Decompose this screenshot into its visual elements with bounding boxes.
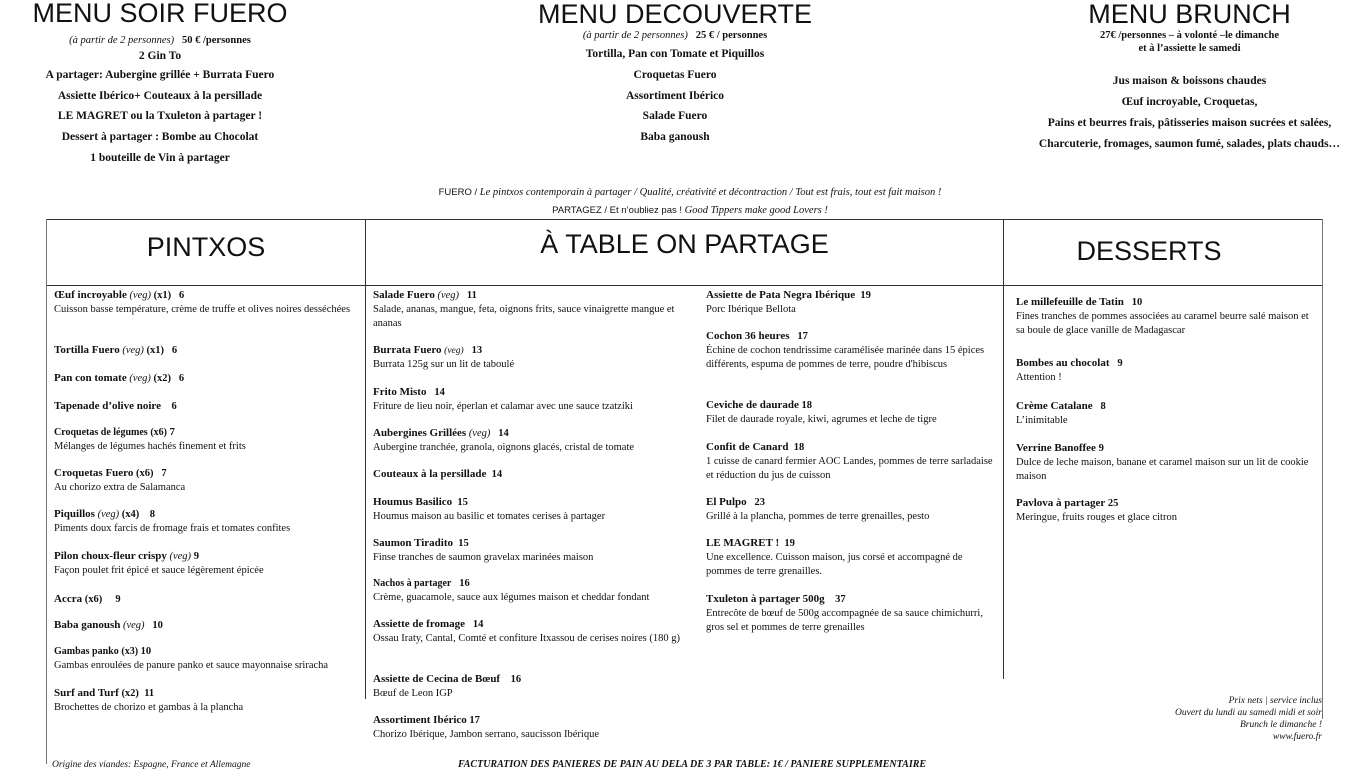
info-note-hours: Ouvert du lundi au samedi midi et soir — [1175, 708, 1322, 718]
column-divider-1 — [365, 219, 366, 699]
menu-brunch-line: Jus maison & boissons chaudes — [1112, 75, 1267, 87]
menu-item: LE MAGRET ! 19 Une excellence. Cuisson maison, jus corsé et accompagné de pommes de terre grenailles. — [706, 537, 963, 577]
table-top-border — [46, 219, 1323, 220]
menu-item: Croquetas de légumes (x6) 7 Mélanges de légumes hachés finement et frits — [54, 427, 246, 452]
website-link[interactable]: www.fuero.fr — [1272, 732, 1322, 742]
menu-brunch-line: Charcuterie, fromages, saumon fumé, salades, plats chauds… — [1038, 138, 1341, 150]
menu-item: Piquillos (veg) (x4) 8 Piments doux farcis de fromage frais et tomates confites — [54, 508, 291, 534]
tagline-brand: FUERO / — [438, 187, 478, 198]
menu-item: Aubergines Grillées (veg) 14 Aubergine tranchée, granola, oignons glacés, cristal de tomate — [373, 427, 635, 453]
menu-soir-line: 2 Gin To — [138, 50, 182, 62]
menu-item: Bombes au chocolat 9 Attention ! — [1016, 357, 1123, 383]
menu-item: Assiette de Pata Negra Ibérique 19 Porc Ibérique Bellota — [706, 289, 871, 315]
menu-decouverte-price: 25 € / personnes — [695, 30, 768, 41]
menu-item: Confit de Canard 18 1 cuisse de canard fermier AOC Landes, pommes de terre sarladaise et réduction du jus de cuisson — [706, 441, 993, 481]
menu-soir-line: LE MAGRET ou la Txuleton à partager ! — [57, 110, 263, 122]
menu-soir-title: MENU SOIR FUERO — [32, 0, 288, 28]
menu-decouverte-line: Tortilla, Pan con Tomate et Piquillos — [585, 48, 765, 60]
menu-brunch-line: Œuf incroyable, Croquetas, — [1121, 96, 1258, 108]
menu-item: Tortilla Fuero (veg) (x1) 6 — [54, 344, 178, 356]
meat-origin-note: Origine des viandes: Espagne, France et Allemagne — [52, 760, 251, 770]
menu-item: Couteaux à la persillade 14 — [373, 468, 503, 480]
menu-soir-subtitle-note: (à partir de 2 personnes) — [69, 35, 175, 46]
menu-item: Croquetas Fuero (x6) 7 Au chorizo extra de Salamanca — [54, 467, 186, 493]
menu-item: Œuf incroyable (veg) (x1) 6 Cuisson basse température, crème de truffe et olives noires desséchées — [54, 289, 351, 315]
info-notes — [1175, 695, 1322, 743]
menu-item: El Pulpo 23 Grillé à la plancha, pommes de terre grenailles, pesto — [706, 496, 930, 522]
menu-item: Ceviche de daurade 18 Filet de daurade royale, kiwi, agrumes et leche de tigre — [706, 399, 937, 425]
menu-item: Tapenade d’olive noire 6 — [54, 400, 177, 412]
tagline-line1 — [380, 187, 1000, 198]
menu-decouverte-line: Assortiment Ibérico — [625, 90, 725, 102]
menu-brunch-title: MENU BRUNCH — [1088, 0, 1291, 29]
menu-item: Assiette de fromage 14 Ossau Iraty, Cantal, Comté et confiture Itxassou de cerises noires (180 g) — [373, 618, 680, 644]
info-note-prices: Prix nets | service inclus — [1228, 696, 1322, 706]
bread-basket-note: FACTURATION DES PANIERES DE PAIN AU DELA DE 3 PAR TABLE: 1€ / PANIERE SUPPLEMENTAIRE — [458, 759, 927, 770]
table-right-border — [1322, 219, 1323, 719]
menu-brunch-subtitle: et à l’assiette le samedi — [1138, 43, 1241, 54]
column-divider-2 — [1003, 219, 1004, 679]
menu-item: Assortiment Ibérico 17 Chorizo Ibérique, Jambon serrano, saucisson Ibérique — [373, 714, 599, 740]
menu-item: Assiette de Cecina de Bœuf 16 Bœuf de Leon IGP — [373, 673, 522, 699]
menu-item: Gambas panko (x3) 10 Gambas enroulées de panure panko et sauce mayonnaise sriracha — [54, 646, 329, 671]
tagline-tippers: Good Tippers make good Lovers ! — [684, 205, 828, 216]
menu-soir-line: A partager: Aubergine grillée + Burrata Fuero — [45, 69, 275, 81]
menu-item: Le millefeuille de Tatin 10 Fines tranches de pommes associées au caramel beurre salé maison et sa boule de glace vanille de Madagascar — [1016, 296, 1309, 336]
table-left-border — [46, 219, 47, 764]
menu-item: Pan con tomate (veg) (x2) 6 — [54, 372, 185, 384]
tagline-line2 — [380, 205, 1000, 216]
menu-decouverte-title: MENU DECOUVERTE — [537, 0, 813, 29]
tagline-prefix: PARTAGEZ / Et n’oubliez pas ! — [552, 205, 683, 216]
tagline-text: Le pintxos contemporain à partager / Qualité, créativité et décontraction / Tout est frais, tout est fait maison ! — [479, 187, 942, 198]
menu-item: Saumon Tiradito 15 Finse tranches de saumon gravelax marinées maison — [373, 537, 594, 563]
menu-item: Burrata Fuero (veg) 13 Burrata 125g sur un lit de taboulé — [373, 344, 515, 370]
menu-item: Crème Catalane 8 L’inimitable — [1016, 400, 1106, 426]
menu-item: Verrine Banoffee 9 Dulce de leche maison, banane et caramel maison sur un lit de cookie maison — [1016, 442, 1309, 482]
menu-soir-subtitle — [0, 35, 320, 46]
menu-item: Salade Fuero (veg) 11 Salade, ananas, mangue, feta, oignons frits, sauce vinaigrette mangue et ananas — [373, 289, 675, 329]
menu-decouverte-line: Croquetas Fuero — [633, 69, 717, 81]
menu-decouverte-line: Baba ganoush — [640, 131, 710, 143]
menu-soir-line: 1 bouteille de Vin à partager — [90, 152, 230, 164]
info-note-brunch: Brunch le dimanche ! — [1239, 720, 1322, 730]
menu-item: Nachos à partager 16 Crème, guacamole, sauce aux légumes maison et cheddar fondant — [373, 578, 650, 603]
menu-item: Pilon choux-fleur crispy (veg) 9 Façon poulet frit épicé et sauce légèrement épicée — [54, 550, 264, 576]
menu-item: Accra (x6) 9 — [54, 593, 121, 605]
menu-decouverte-subtitle — [510, 30, 840, 41]
menu-soir-line: Assiette Ibérico+ Couteaux à la persillade — [57, 90, 263, 102]
menu-item: Houmus Basilico 15 Houmus maison au basilic et tomates cerises à partager — [373, 496, 606, 522]
menu-soir-line: Dessert à partager : Bombe au Chocolat — [61, 131, 259, 143]
menu-item: Baba ganoush (veg) 10 — [54, 619, 163, 631]
section-title-table: À TABLE ON PARTAGE — [540, 229, 829, 259]
menu-soir-price: 50 € /personnes — [182, 35, 251, 46]
menu-item: Txuleton à partager 500g 37 Entrecôte de bœuf de 500g accompagnée de sa sauce chimichurri, gros sel et pommes de terre grenailles — [706, 593, 983, 633]
menu-brunch-line: Pains et beurres frais, pâtisseries maison sucrées et salées, — [1047, 117, 1332, 129]
section-title-desserts: DESSERTS — [1076, 236, 1222, 266]
menu-item: Frito Misto 14 Friture de lieu noir, éperlan et calamar avec une sauce tzatziki — [373, 386, 633, 412]
menu-decouverte-line: Salade Fuero — [642, 110, 708, 122]
menu-item: Pavlova à partager 25 Meringue, fruits rouges et glace citron — [1016, 497, 1177, 523]
menu-decouverte-subtitle-note: (à partir de 2 personnes) — [582, 30, 688, 41]
menu-brunch-subtitle: 27€ /personnes – à volonté –le dimanche — [1099, 30, 1280, 41]
section-title-pintxos: PINTXOS — [146, 232, 266, 262]
menu-item: Cochon 36 heures 17 Échine de cochon tendrissime caramélisée marinée dans 15 épices différents, espuma de pommes de terre, poudre d'hibiscus — [706, 330, 985, 370]
table-header-divider — [46, 285, 1323, 286]
menu-item: Surf and Turf (x2) 11 Brochettes de chorizo et gambas à la plancha — [54, 687, 244, 713]
